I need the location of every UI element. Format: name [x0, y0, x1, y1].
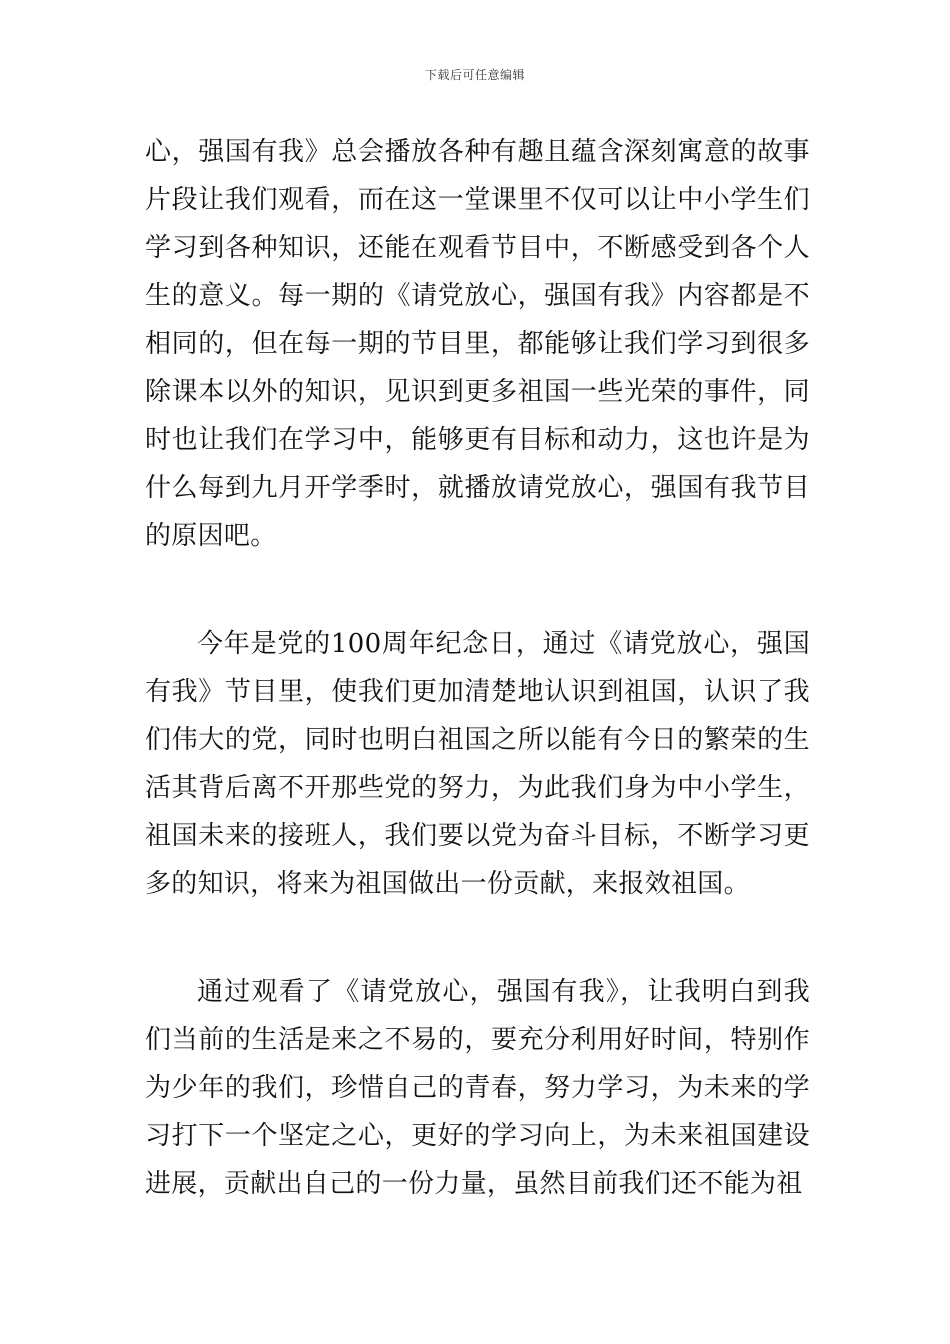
- paragraph-2: 今年是党的100周年纪念日，通过《请党放心，强国有我》节目里，使我们更加清楚地认识到祖国，认识了我们伟大的党，同时也明白祖国之所以能有今日的繁荣的生活其背后离不开那些党的努力，为此我们身为中小学生，祖国未来的接班人，我们要以党为奋斗目标，不断学习更多的知识，将来为祖国做出一份贡献，来报效祖国。: [145, 629, 810, 899]
- paragraph-3: 通过观看了《请党放心，强国有我》，让我明白到我们当前的生活是来之不易的，要充分利用好时间，特别作为少年的我们，珍惜自己的青春，努力学习，为未来的学习打下一个坚定之心，更好的学习向上，为未来祖国建设进展，贡献出自己的一份力量，虽然目前我们还不能为祖: [145, 977, 810, 1199]
- document-body: [145, 128, 810, 1208]
- paragraph-1: 心，强国有我》总会播放各种有趣且蕴含深刻寓意的故事片段让我们观看，而在这一堂课里不仅可以让中小学生们学习到各种知识，还能在观看节目中，不断感受到各个人生的意义。每一期的《请党放心，强国有我》内容都是不相同的，但在每一期的节目里，都能够让我们学习到很多除课本以外的知识，见识到更多祖国一些光荣的事件，同时也让我们在学习中，能够更有目标和动力，这也许是为什么每到九月开学季时，就播放请党放心，强国有我节目的原因吧。: [145, 137, 810, 551]
- page-header-note: 下载后可任意编辑: [424, 68, 525, 82]
